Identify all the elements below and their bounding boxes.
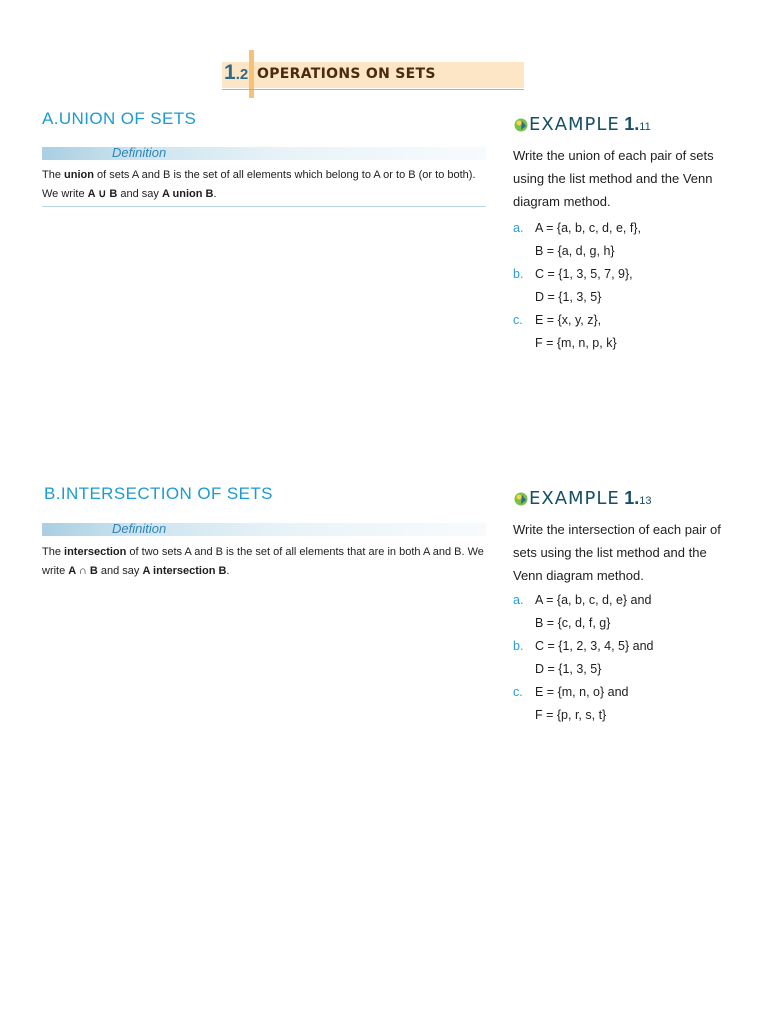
- union-heading: A.UNION OF SETS: [42, 109, 197, 128]
- section-header-rule: [222, 89, 524, 90]
- example-bulb-icon: [513, 491, 529, 507]
- set-definition: F = {p, r, s, t}: [535, 708, 607, 722]
- example-item-b: b. C = {1, 2, 3, 4, 5} and: [513, 639, 654, 653]
- union-definition-label: Definition: [112, 145, 167, 160]
- example-item-a: a. A = {a, b, c, d, e} and: [513, 593, 652, 607]
- intersection-definition-bar: [42, 523, 486, 536]
- set-definition: E = {x, y, z},: [535, 313, 602, 327]
- set-definition: D = {1, 3, 5}: [535, 290, 602, 304]
- example-item-b-cont: [513, 658, 654, 681]
- set-definition: A = {a, b, c, d, e} and: [535, 593, 652, 607]
- union-definition-rule: [42, 206, 486, 207]
- example-1-13-items: [513, 589, 654, 727]
- example-item-c: c. E = {x, y, z},: [513, 313, 602, 327]
- union-definition-text: The union of sets A and B is the set of all elements which belong to A or to B (or to both). We write A ∪ B and say A union B.: [42, 169, 476, 200]
- section-number-minor: .2: [235, 66, 249, 83]
- example-1-11-instructions: Write the union of each pair of sets using the list method and the Venn diagram method.: [513, 148, 714, 209]
- section-title: OPERATIONS ON SETS: [257, 66, 436, 82]
- intersection-definition-label: Definition: [112, 521, 167, 536]
- example-word: EXAMPLE: [529, 488, 620, 509]
- example-item-b-cont: [513, 286, 641, 309]
- set-definition: E = {m, n, o} and: [535, 685, 629, 699]
- set-definition: B = {a, d, g, h}: [535, 244, 615, 258]
- section-number: [224, 60, 248, 88]
- example-item-a-cont: [513, 612, 654, 635]
- section-number-major: 1: [224, 61, 236, 84]
- example-item-c: c. E = {m, n, o} and: [513, 685, 629, 699]
- section-header-marker: [249, 50, 254, 98]
- set-definition: F = {m, n, p, k}: [535, 336, 617, 350]
- set-definition: C = {1, 3, 5, 7, 9},: [535, 267, 633, 281]
- example-item-a-cont: [513, 240, 641, 263]
- example-bulb-icon: [513, 117, 529, 133]
- example-item-b: b. C = {1, 3, 5, 7, 9},: [513, 267, 633, 281]
- example-number: 1.13: [624, 488, 652, 508]
- example-1-11-heading: [513, 114, 651, 142]
- intersection-definition-text: The intersection of two sets A and B is the set of all elements that are in both A and B. We write A ∩ B and say A intersection B.: [42, 546, 484, 577]
- example-item-c-cont: [513, 332, 641, 355]
- intersection-heading: B.INTERSECTION OF SETS: [44, 484, 273, 503]
- example-1-13-heading: [513, 488, 652, 516]
- set-definition: A = {a, b, c, d, e, f},: [535, 221, 641, 235]
- union-definition-bar: [42, 147, 486, 160]
- example-1-13-instructions: Write the intersection of each pair of sets using the list method and the Venn diagram method.: [513, 522, 721, 583]
- example-1-11-items: [513, 217, 641, 355]
- example-item-c-cont: [513, 704, 654, 727]
- example-item-a: a. A = {a, b, c, d, e, f},: [513, 221, 641, 235]
- set-definition: C = {1, 2, 3, 4, 5} and: [535, 639, 654, 653]
- set-definition: D = {1, 3, 5}: [535, 662, 602, 676]
- example-number: 1.11: [624, 114, 651, 134]
- example-word: EXAMPLE: [529, 114, 620, 135]
- set-definition: B = {c, d, f, g}: [535, 616, 611, 630]
